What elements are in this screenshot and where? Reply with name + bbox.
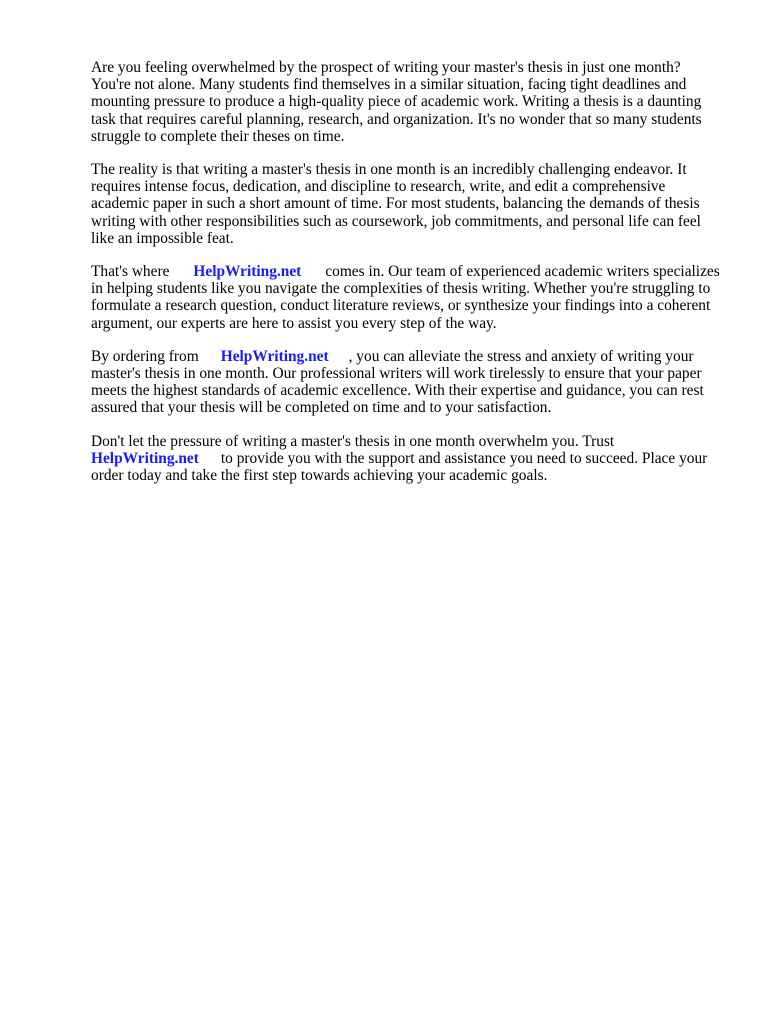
- paragraph-3-lead-text: That's where: [91, 263, 170, 281]
- paragraph-5-trail-text: to provide you with the support and assistance you need to succeed. Place your order today and take the first step towards achieving your academic goals.: [91, 449, 708, 485]
- paragraph-3-trail-text: comes in. Our team of experienced academic writers specializes in helping students like you navigate the complexities of thesis writing. Whether you're struggling to formulate a research question, conduct literature reviews, or synthesize your findings into a coherent argument, our experts are here to assist you every step of the way.: [91, 263, 720, 332]
- paragraph-1: [91, 59, 723, 145]
- paragraph-2: [91, 161, 723, 247]
- document-page: [91, 59, 723, 500]
- paragraph-4: [91, 348, 723, 417]
- helpwriting-link-3[interactable]: HelpWriting.net: [91, 449, 199, 467]
- paragraph-2-text: The reality is that writing a master's thesis in one month is an incredibly challenging endeavor. It requires intense focus, dedication, and discipline to research, write, and edit a comprehensive academic paper in such a short amount of time. For most students, balancing the demands of thesis writing with other responsibilities such as coursework, job commitments, and personal life can feel like an impossible feat.: [91, 161, 701, 247]
- paragraph-4-trail-text: , you can alleviate the stress and anxiety of writing your master's thesis in one month. Our professional writers will work tirelessly to ensure that your paper meets the highest standards of academic excellence. With their expertise and guidance, you can rest assured that your thesis will be completed on time and to your satisfaction.: [91, 347, 704, 417]
- paragraph-5-lead-text: Don't let the pressure of writing a master's thesis in one month overwhelm you. Trust: [91, 432, 615, 450]
- helpwriting-link-1[interactable]: HelpWriting.net: [193, 263, 302, 281]
- helpwriting-link-2[interactable]: HelpWriting.net: [220, 347, 329, 365]
- paragraph-5: [91, 433, 723, 485]
- paragraph-3: [91, 263, 723, 332]
- paragraph-4-lead-text: By ordering from: [91, 347, 199, 365]
- paragraph-1-text: Are you feeling overwhelmed by the prospect of writing your master's thesis in just one month? You're not alone. Many students find themselves in a similar situation, facing tight deadlines and mounting pressure to produce a high-quality piece of academic work. Writing a thesis is a daunting task that requires careful planning, research, and organization. It's no wonder that so many students struggle to complete their theses on time.: [91, 59, 702, 145]
